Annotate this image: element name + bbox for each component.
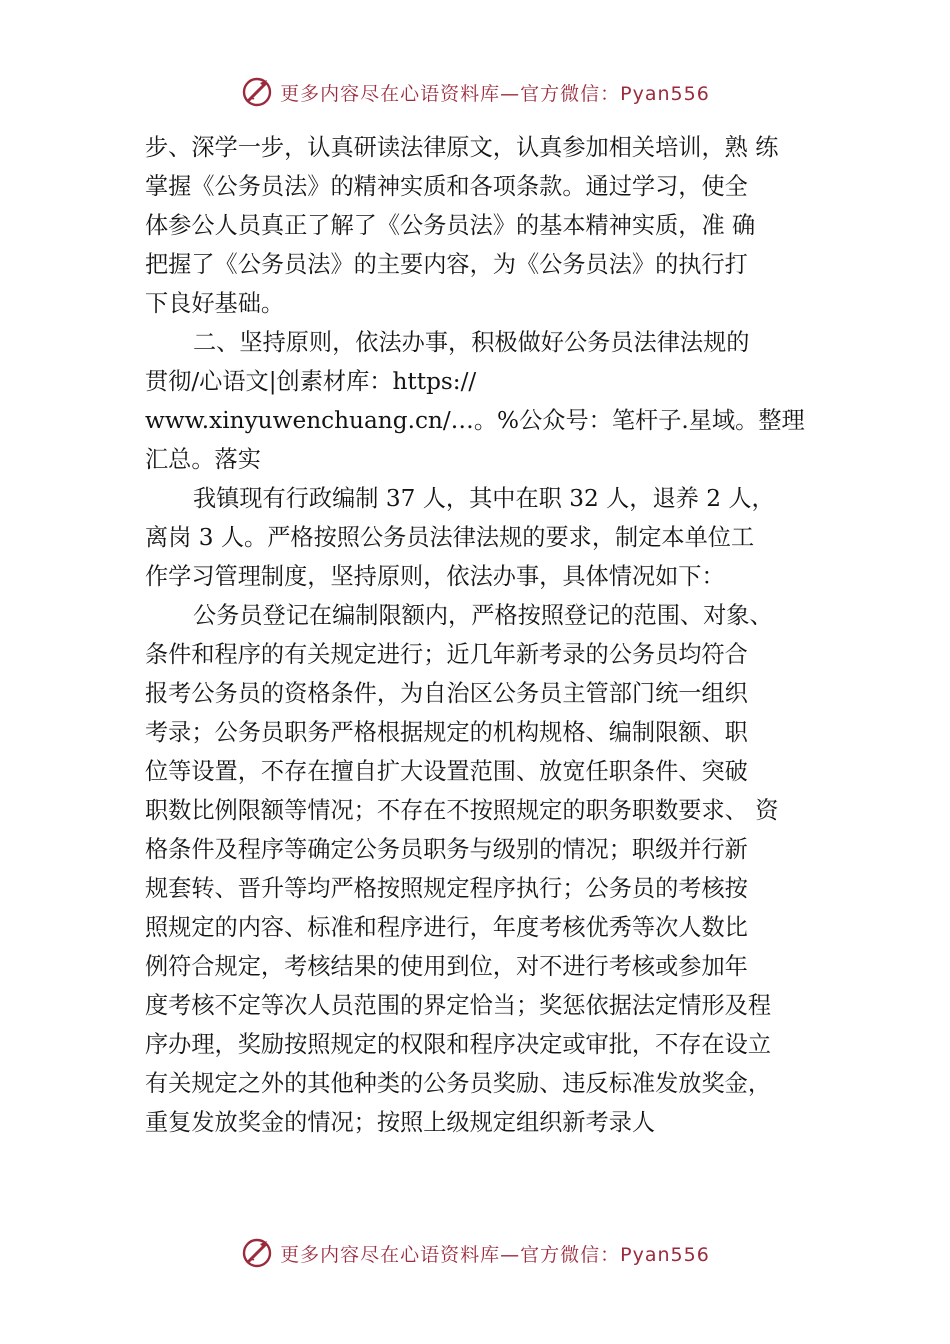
text-line: 位等设置，不存在擅自扩大设置范围、放宽任职条件、突破 bbox=[145, 758, 748, 785]
text-line: 格条件及程序等确定公务员职务与级别的情况；职级并行新 bbox=[145, 836, 748, 863]
text-line: 作学习管理制度，坚持原则，依法办事，具体情况如下： bbox=[145, 563, 725, 590]
text-line: 掌握《公务员法》的精神实质和各项条款。通过学习，使全 bbox=[145, 173, 748, 200]
text-line: 例符合规定，考核结果的使用到位，对不进行考核或参加年 bbox=[145, 953, 748, 980]
pen-logo-icon bbox=[240, 75, 274, 109]
footer-banner bbox=[0, 1233, 950, 1273]
header-banner-text: 更多内容尽在心语资料库—官方微信：Pyan556 bbox=[280, 82, 710, 105]
text-line: 规套转、晋升等均严格按照规定程序执行；公务员的考核按 bbox=[145, 875, 748, 902]
text-line: 公务员登记在编制限额内，严格按照登记的范围、对象、 bbox=[193, 602, 773, 629]
text-line: 重复发放奖金的情况；按照上级规定组织新考录人 bbox=[145, 1109, 656, 1136]
document-body bbox=[145, 128, 815, 1142]
text-line: 条件和程序的有关规定进行；近几年新考录的公务员均符合 bbox=[145, 641, 748, 668]
text-line: 体参公人员真正了解了《公务员法》的基本精神实质，准 确 bbox=[145, 212, 756, 239]
text-line: 步、深学一步，认真研读法律原文，认真参加相关培训，熟 练 bbox=[145, 134, 779, 161]
text-line: 职数比例限额等情况；不存在不按照规定的职务职数要求、 资 bbox=[145, 797, 779, 824]
text-line: 贯彻/心语文|创素材库：https:// bbox=[145, 368, 477, 395]
text-line: 有关规定之外的其他种类的公务员奖励、违反标准发放奖金， bbox=[145, 1070, 772, 1097]
section-heading: 二、坚持原则，依法办事，积极做好公务员法律法规的 bbox=[193, 329, 750, 356]
text-line: 汇总。落实 bbox=[145, 446, 261, 473]
text-line: 度考核不定等次人员范围的界定恰当；奖惩依据法定情形及程 bbox=[145, 992, 772, 1019]
header-banner bbox=[0, 72, 950, 112]
text-line: 报考公务员的资格条件，为自治区公务员主管部门统一组织 bbox=[145, 680, 748, 707]
text-line: 照规定的内容、标准和程序进行，年度考核优秀等次人数比 bbox=[145, 914, 748, 941]
text-line: www.xinyuwenchuang.cn/…。%公众号：笔杆子.星域。整理 bbox=[145, 407, 805, 434]
text-line: 下良好基础。 bbox=[145, 290, 285, 317]
footer-banner-text: 更多内容尽在心语资料库—官方微信：Pyan556 bbox=[280, 1243, 710, 1266]
text-line: 离岗 3 人。严格按照公务员法律法规的要求，制定本单位工 bbox=[145, 524, 755, 551]
text-line: 我镇现有行政编制 37 人，其中在职 32 人，退养 2 人， bbox=[193, 485, 775, 512]
text-line: 把握了《公务员法》的主要内容，为《公务员法》的执行打 bbox=[145, 251, 748, 278]
pen-logo-icon bbox=[240, 1236, 274, 1270]
text-line: 序办理，奖励按照规定的权限和程序决定或审批，不存在设立 bbox=[145, 1031, 772, 1058]
text-line: 考录；公务员职务严格根据规定的机构规格、编制限额、职 bbox=[145, 719, 748, 746]
